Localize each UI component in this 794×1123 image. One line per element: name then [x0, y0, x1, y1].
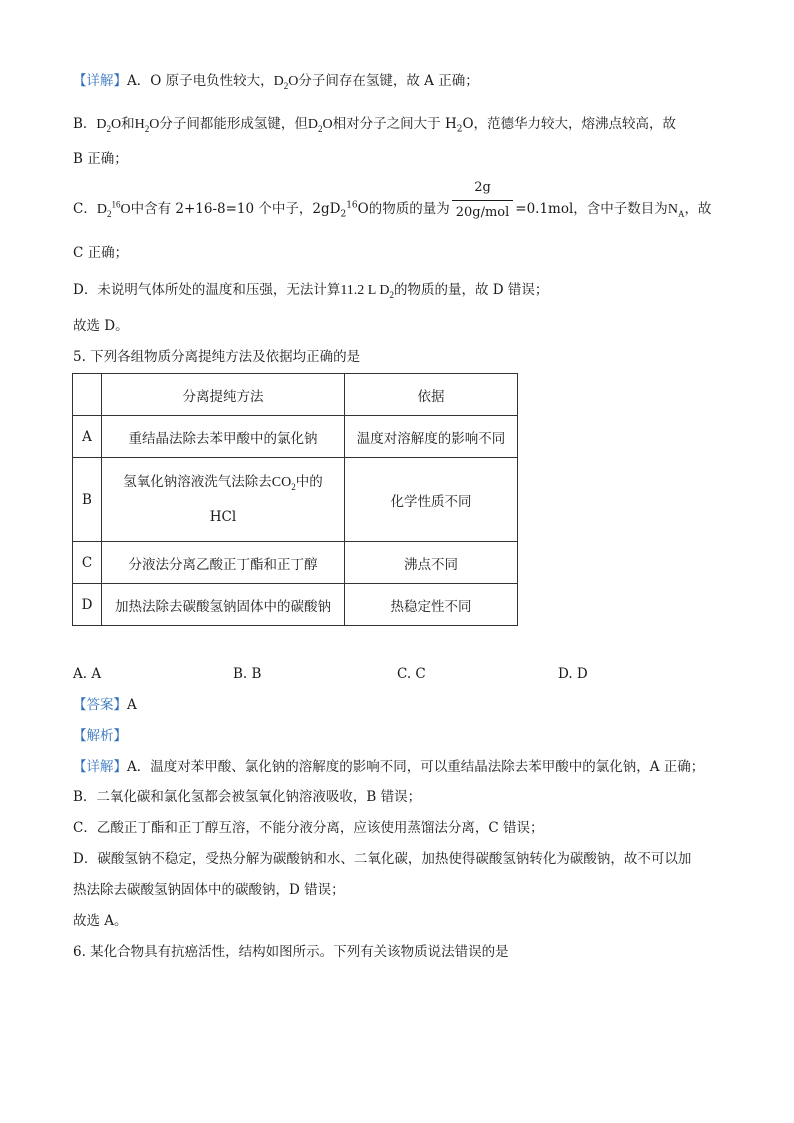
d2o16-formula: $D_2^{16}O$: [96, 199, 131, 219]
co2-formula: $CO_2$: [271, 475, 296, 492]
row-method: 氢氧化钠溶液洗气法除去$CO_2$中的 HCl: [102, 458, 345, 542]
row-basis: 沸点不同: [345, 542, 518, 584]
answer-tag: 【答案】: [73, 697, 127, 713]
table-row: [73, 458, 518, 542]
option-a: A. A: [73, 666, 102, 682]
row-label: A: [73, 416, 102, 458]
d2-volume: 11.2 L $D_2$: [340, 283, 394, 300]
q4-detail-c-line2: C 正确；: [73, 245, 129, 261]
na-symbol: $N_A$: [667, 202, 685, 219]
row-label: D: [73, 584, 102, 626]
q5-table: [72, 373, 518, 626]
table-header-row: [73, 374, 518, 416]
detail-tag: 【详解】: [73, 73, 127, 89]
row-label: C: [73, 542, 102, 584]
q4-detail-b-line1: B．$D_2O$和$H_2O$分子间都能形成氢键，但$D_2O$相对分子之间大于 $H_2O$，范德华力较大，熔沸点较高，故: [73, 116, 677, 135]
row-method: 分液法分离乙酸正丁酯和正丁醇: [102, 542, 345, 584]
q5-question: 5. 下列各组物质分离提纯方法及依据均正确的是: [73, 349, 361, 365]
table-row: [73, 584, 518, 626]
row-basis: 热稳定性不同: [345, 584, 518, 626]
q5-detail-b: B．二氧化碳和氯化氢都会被氢氧化钠溶液吸收，B 错误；: [73, 789, 422, 805]
d2o-formula: $D_2O$: [273, 74, 299, 91]
option-c: C. C: [397, 666, 426, 682]
mass-fraction: $\frac{2g}{\text{20g/mol}}$: [452, 178, 514, 223]
q4-conclusion: 故选 D。: [73, 318, 129, 334]
table-header-cell: 分离提纯方法: [102, 374, 345, 416]
q5-detail-d-line2: 热法除去碳酸氢钠固体中的碳酸钠，D 错误；: [73, 882, 345, 898]
h2o-formula: $H_2O$: [134, 117, 160, 134]
q4-detail-b-line2: B 正确；: [73, 151, 128, 167]
d2o-formula: $D_2O$: [96, 117, 122, 134]
q5-answer: 【答案】A: [73, 697, 137, 713]
q5-detail-a: 【详解】A．温度对苯甲酸、氯化钠的溶解度的影响不同，可以重结晶法除去苯甲酸中的氯化钠，A 正确；: [73, 759, 705, 775]
q4-detail-d: D．未说明气体所处的温度和压强，无法计算11.2 L $D_2$的物质的量，故 D 错误；: [73, 282, 549, 300]
d2o-formula: $D_2O$: [307, 117, 333, 134]
q4-detail-c-line1: C．$D_2^{16}O$中含有 2+16-8=10 个中子，$2gD_2^{16}O$的物质的量为 $\frac{2g}{\text{20g/mol}}$ =0.1mol，含中子数目为$N_A$，故: [73, 196, 711, 223]
q5-analysis-tag: 【解析】: [73, 728, 127, 744]
q5-conclusion: 故选 A。: [73, 913, 128, 929]
row-method: 加热法除去碳酸氢钠固体中的碳酸钠: [102, 584, 345, 626]
table-header-cell: [73, 374, 102, 416]
q5-detail-d-line1: D．碳酸氢钠不稳定，受热分解为碳酸钠和水、二氧化碳，加热使得碳酸氢钠转化为碳酸钠，故不可以加: [73, 851, 692, 867]
row-method: 重结晶法除去苯甲酸中的氯化钠: [102, 416, 345, 458]
detail-tag: 【详解】: [73, 759, 127, 775]
q6-question: 6. 某化合物具有抗癌活性，结构如图所示。下列有关该物质说法错误的是: [73, 944, 509, 960]
q5-detail-c: C．乙酸正丁酯和正丁醇互溶，不能分液分离，应该使用蒸馏法分离，C 错误；: [73, 820, 544, 836]
row-basis: 化学性质不同: [345, 458, 518, 542]
q4-detail-a: 【详解】A．O 原子电负性较大，$D_2O$分子间存在氢键，故 A 正确；: [73, 73, 479, 91]
option-d: D. D: [558, 666, 588, 682]
row-label: B: [73, 458, 102, 542]
table-header-cell: 依据: [345, 374, 518, 416]
table-row: [73, 416, 518, 458]
row-basis: 温度对溶解度的影响不同: [345, 416, 518, 458]
option-b: B. B: [233, 666, 262, 682]
table-row: [73, 542, 518, 584]
